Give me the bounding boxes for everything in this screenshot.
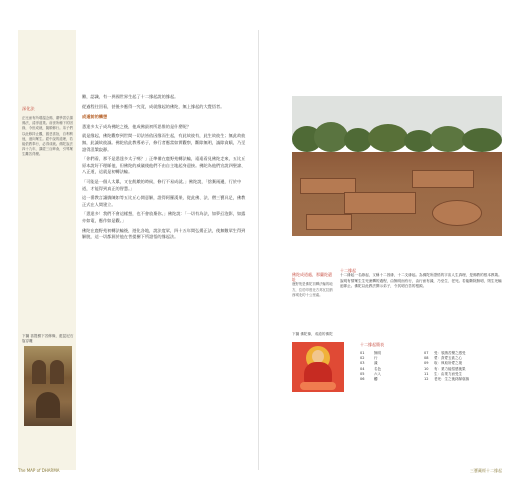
lotus-seat [300, 382, 336, 390]
paragraph: 「可能是一個人太累，又在飢餓的時候，修行不易成就。」佛陀說，「捨棄兩邊，行於中道，才能得到真正的智慧。」 [82, 178, 242, 191]
tree [314, 122, 348, 152]
sidebar-body: 鹿野苑是佛陀初轉法輪的地方，位於印度北方邦瓦拉納西城北約十公里處。 [292, 282, 333, 297]
paragraph: 這一番教言讓憍陳如等五比丘心開意解，證得阿羅漢果，從此佛、法、僧三寶具足，佛教正式在人間建立。 [82, 195, 246, 207]
paragraph: 佛陀在鹿野苑初轉法輪後，遊化各地，說法度眾，四十五年間弘揚正法，使無數眾生得到解脫，這一切都源於他在菩提樹下所證悟的緣起法。 [82, 227, 246, 240]
paragraph: 就是緣起，佛陀觀察到世間一切法皆依因緣而生起，有此故彼有，此生故彼生；無此故彼無，此滅故彼滅。佛陀依此教導弟子，修行者應當如實觀察，斷除無明，滅除貪瞋，乃至證得涅槃寂靜。 [82, 133, 246, 152]
section-title: 深化法 [22, 106, 35, 111]
brick-ruin [306, 214, 352, 230]
relief-niche [36, 392, 60, 418]
table-row: 01 無明 07 受：領納苦樂之感受 [360, 351, 466, 355]
table-row: 06 觸 12 老死：生之後終歸衰滅 [360, 377, 469, 382]
gutter [258, 30, 259, 470]
cave-relief-photo [24, 346, 72, 426]
table-row: 03 識 09 取：執取所愛之境 [360, 361, 462, 366]
brick-ruin [412, 170, 474, 188]
twelve-links-table [360, 342, 500, 382]
photo-caption: 下圖 菩提樹下苦修像，藍昆尼石窟浮雕 [22, 334, 74, 343]
table-row: 05 六入 11 生：由業力而受生 [360, 371, 462, 376]
paragraph: 難，認識，有一異國世界生起了十二緣起說的緣起。 [82, 94, 179, 99]
left-sidebar [18, 30, 76, 470]
table-row: 02 行 08 愛：貪愛五欲之心 [360, 356, 462, 361]
relief-niche [50, 360, 64, 384]
relief-niche [32, 360, 46, 384]
buddha-painting [292, 342, 344, 392]
right-footer: 三寶藏經十二緣起 [470, 468, 502, 473]
tree [430, 126, 466, 152]
paragraph: 從過程往回看，甚後多應得一究竟，成就緣起的佛陀，無上緣起的大覺悟者。 [82, 103, 225, 109]
body-text: 十二緣起一名緣起，又稱十二因緣，十二支緣起。為佛陀所證悟的宇宙人生真理，是佛教的根本教義。說明有情眾生生死流轉的過程，由無明而有行，由行而有識，乃至生、老死。若能斷除無明，則生死輪迴即止。佛陀以此教法開示弟子，令其明白苦的根源。 [340, 273, 502, 289]
left-footer: The MAP of DHARMA [18, 468, 60, 473]
table-row: 04 名色 10 有：業力能招感後果 [360, 366, 466, 371]
right-page [268, 30, 502, 473]
buddha-caption: 下圖 佛陀像，成道的佛陀 [292, 332, 333, 336]
left-main-text [82, 94, 248, 244]
paragraph: 「悉達多！我們不會這樣想，也不會放棄你。」佛陀說：「一切有為法，如夢幻泡影，如露亦如電，應作如是觀。」 [82, 211, 246, 223]
photo-caption: 佛陀成道處，那蘭陀遺址 [292, 272, 332, 283]
brick-ruin [344, 192, 416, 214]
brick-ruin [432, 200, 482, 226]
column-title: 十二緣起 [340, 268, 356, 273]
buddha-robe [304, 362, 332, 384]
section-heading: 成道前的構想 [82, 114, 108, 120]
right-sidebar [292, 272, 334, 298]
sidebar-body: 正比而有所增溫念佛，廣學習弘揚佛法，清淨道業。前世所種下的因緣，今世成就，隨順修行。弟子們以此修持止觀，慈悲喜捨，自利利他，迴向眾生。經中說的道理，若能依教奉行，必得成就。佛陀說法四十九年，講經三百餘會，引導眾生離苦得樂。 [22, 116, 73, 157]
paragraph: 悉達多太子成為佛陀之後，他成佛最初所思惟的是什麼呢？ [82, 123, 191, 129]
ruins-photo [292, 96, 502, 236]
tree-line [292, 120, 502, 154]
right-body [340, 268, 502, 290]
table-title: 十二緣起簡表 [360, 342, 384, 347]
tree [462, 128, 502, 152]
left-page [18, 30, 250, 473]
tree [368, 124, 408, 152]
paragraph: 「你們看，那不是悉達多太子嗎？」正準備在鹿野苑轉法輪，遠遠看見佛陀走來，五比丘原本說好不理睬他，但佛陀的威儀使他們不由自主地起身迎接。佛陀為他們宣說四聖諦、八正道，這就是初轉法輪。 [82, 156, 246, 175]
